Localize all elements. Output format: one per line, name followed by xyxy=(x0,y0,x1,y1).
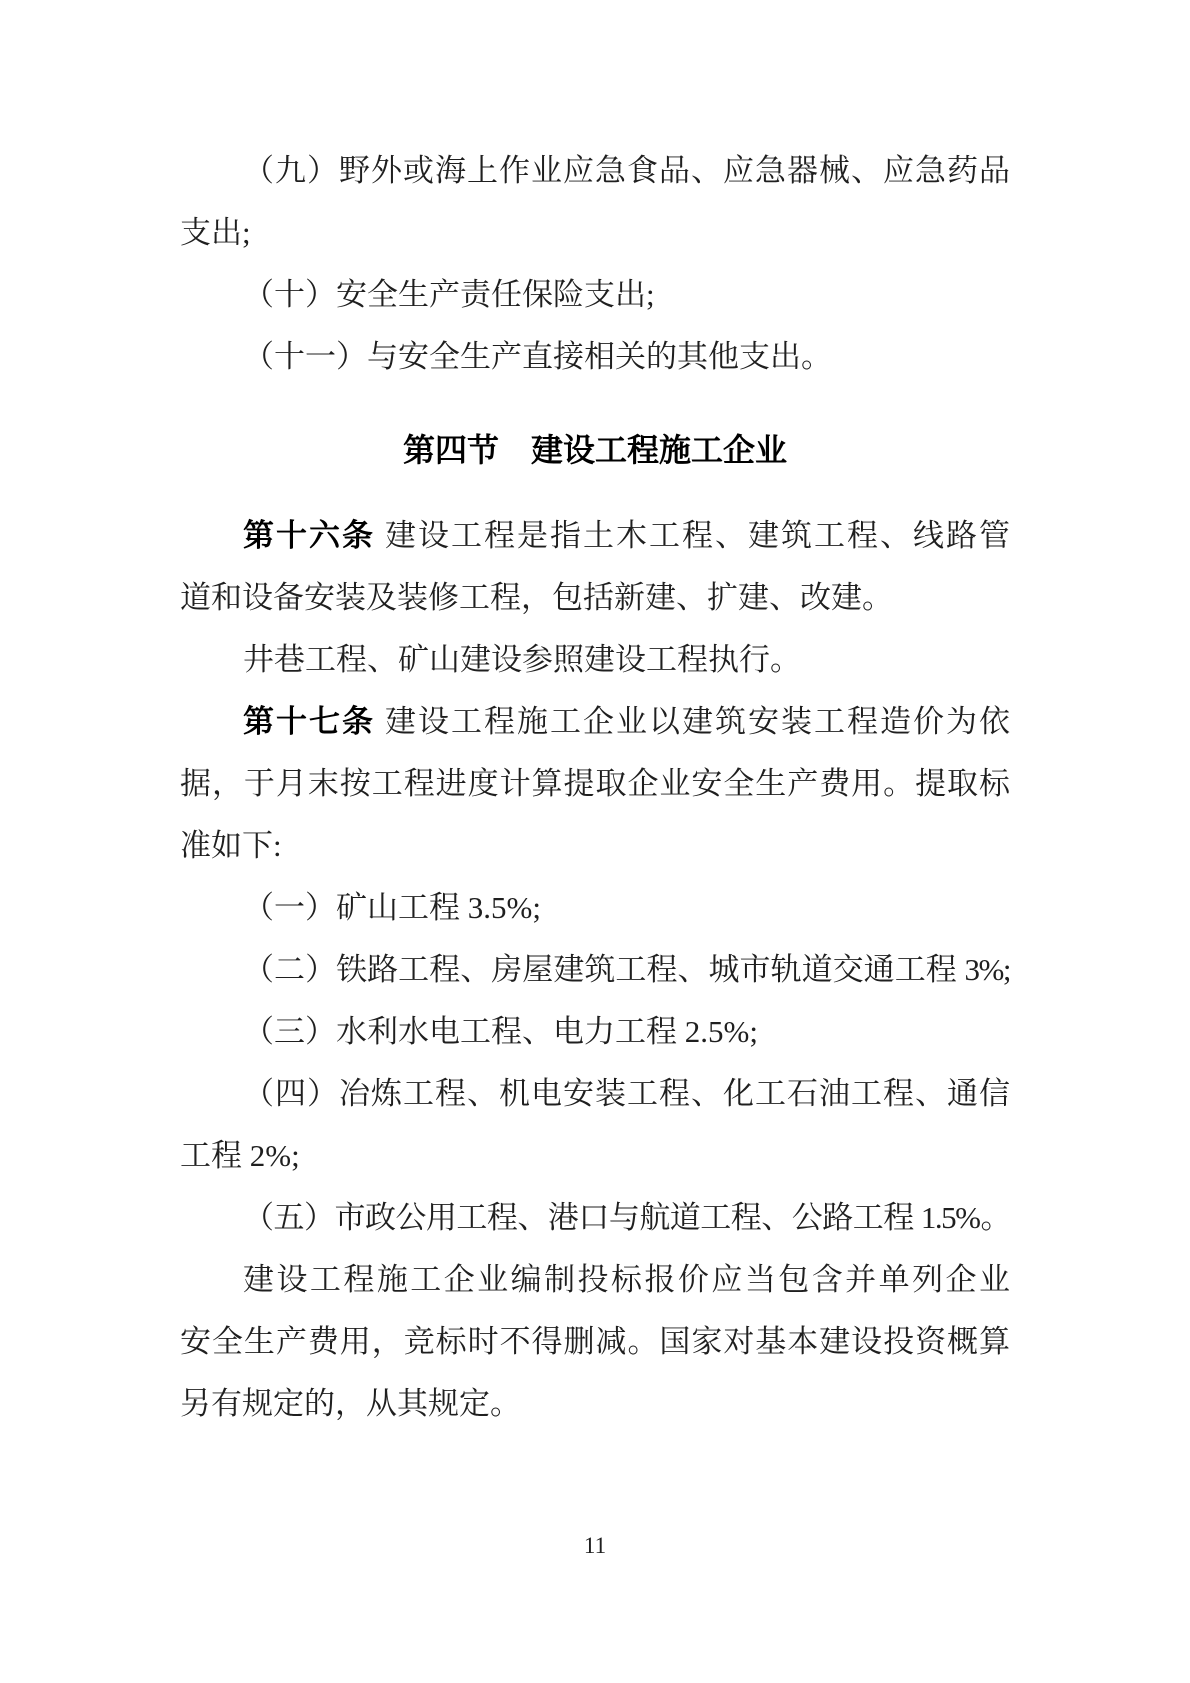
text-line xyxy=(180,264,1010,326)
section-heading xyxy=(180,419,1010,481)
page-number: 11 xyxy=(583,1533,607,1558)
line-text: 道和设备安装及装修工程，包括新建、扩建、改建。 xyxy=(180,580,893,615)
line-text: 第四节 建设工程施工企业 xyxy=(402,432,787,468)
line-text: 准如下: xyxy=(180,828,282,863)
document-body xyxy=(180,140,1010,1435)
article-number-label: 第十六条 xyxy=(243,518,375,553)
text-line xyxy=(180,1187,1010,1249)
text-line xyxy=(180,1001,1010,1063)
text-line xyxy=(180,629,1010,691)
text-line xyxy=(180,567,1010,629)
text-line xyxy=(180,815,1010,877)
text-line xyxy=(180,326,1010,388)
line-text: （十一）与安全生产直接相关的其他支出。 xyxy=(243,339,832,374)
text-line xyxy=(180,1125,1010,1187)
line-text: （四）冶炼工程、机电安装工程、化工石油工程、通信 xyxy=(243,1076,1010,1111)
line-text: 井巷工程、矿山建设参照建设工程执行。 xyxy=(243,642,801,677)
text-line xyxy=(180,939,1010,1001)
line-text: 建设工程施工企业编制投标报价应当包含并单列企业 xyxy=(243,1262,1010,1297)
text-line xyxy=(180,1249,1010,1311)
text-line xyxy=(180,505,1010,567)
text-line xyxy=(180,202,1010,264)
line-text: 据，于月末按工程进度计算提取企业安全生产费用。提取标 xyxy=(180,766,1010,801)
text-line xyxy=(180,1373,1010,1435)
text-line xyxy=(180,753,1010,815)
text-line xyxy=(180,691,1010,753)
line-text: （二）铁路工程、房屋建筑工程、城市轨道交通工程 3%; xyxy=(243,952,1010,987)
line-text: 工程 2%; xyxy=(180,1138,300,1173)
line-text: 建设工程施工企业以建筑安装工程造价为依 xyxy=(385,704,1010,739)
line-text: 另有规定的，从其规定。 xyxy=(180,1386,521,1421)
line-text: （九）野外或海上作业应急食品、应急器械、应急药品 xyxy=(243,153,1010,188)
text-line xyxy=(180,1063,1010,1125)
text-line xyxy=(180,140,1010,202)
text-line xyxy=(180,1311,1010,1373)
line-text: （一）矿山工程 3.5%; xyxy=(243,890,541,925)
line-text: （十）安全生产责任保险支出; xyxy=(243,277,655,312)
line-text: 建设工程是指土木工程、建筑工程、线路管 xyxy=(385,518,1010,553)
line-text: （五）市政公用工程、港口与航道工程、公路工程 1.5%。 xyxy=(243,1200,1010,1235)
line-text: 安全生产费用，竞标时不得删减。国家对基本建设投资概算 xyxy=(180,1324,1010,1359)
article-number-label: 第十七条 xyxy=(243,704,375,739)
line-text: （三）水利水电工程、电力工程 2.5%; xyxy=(243,1014,758,1049)
line-text: 支出; xyxy=(180,215,251,250)
text-line xyxy=(180,877,1010,939)
